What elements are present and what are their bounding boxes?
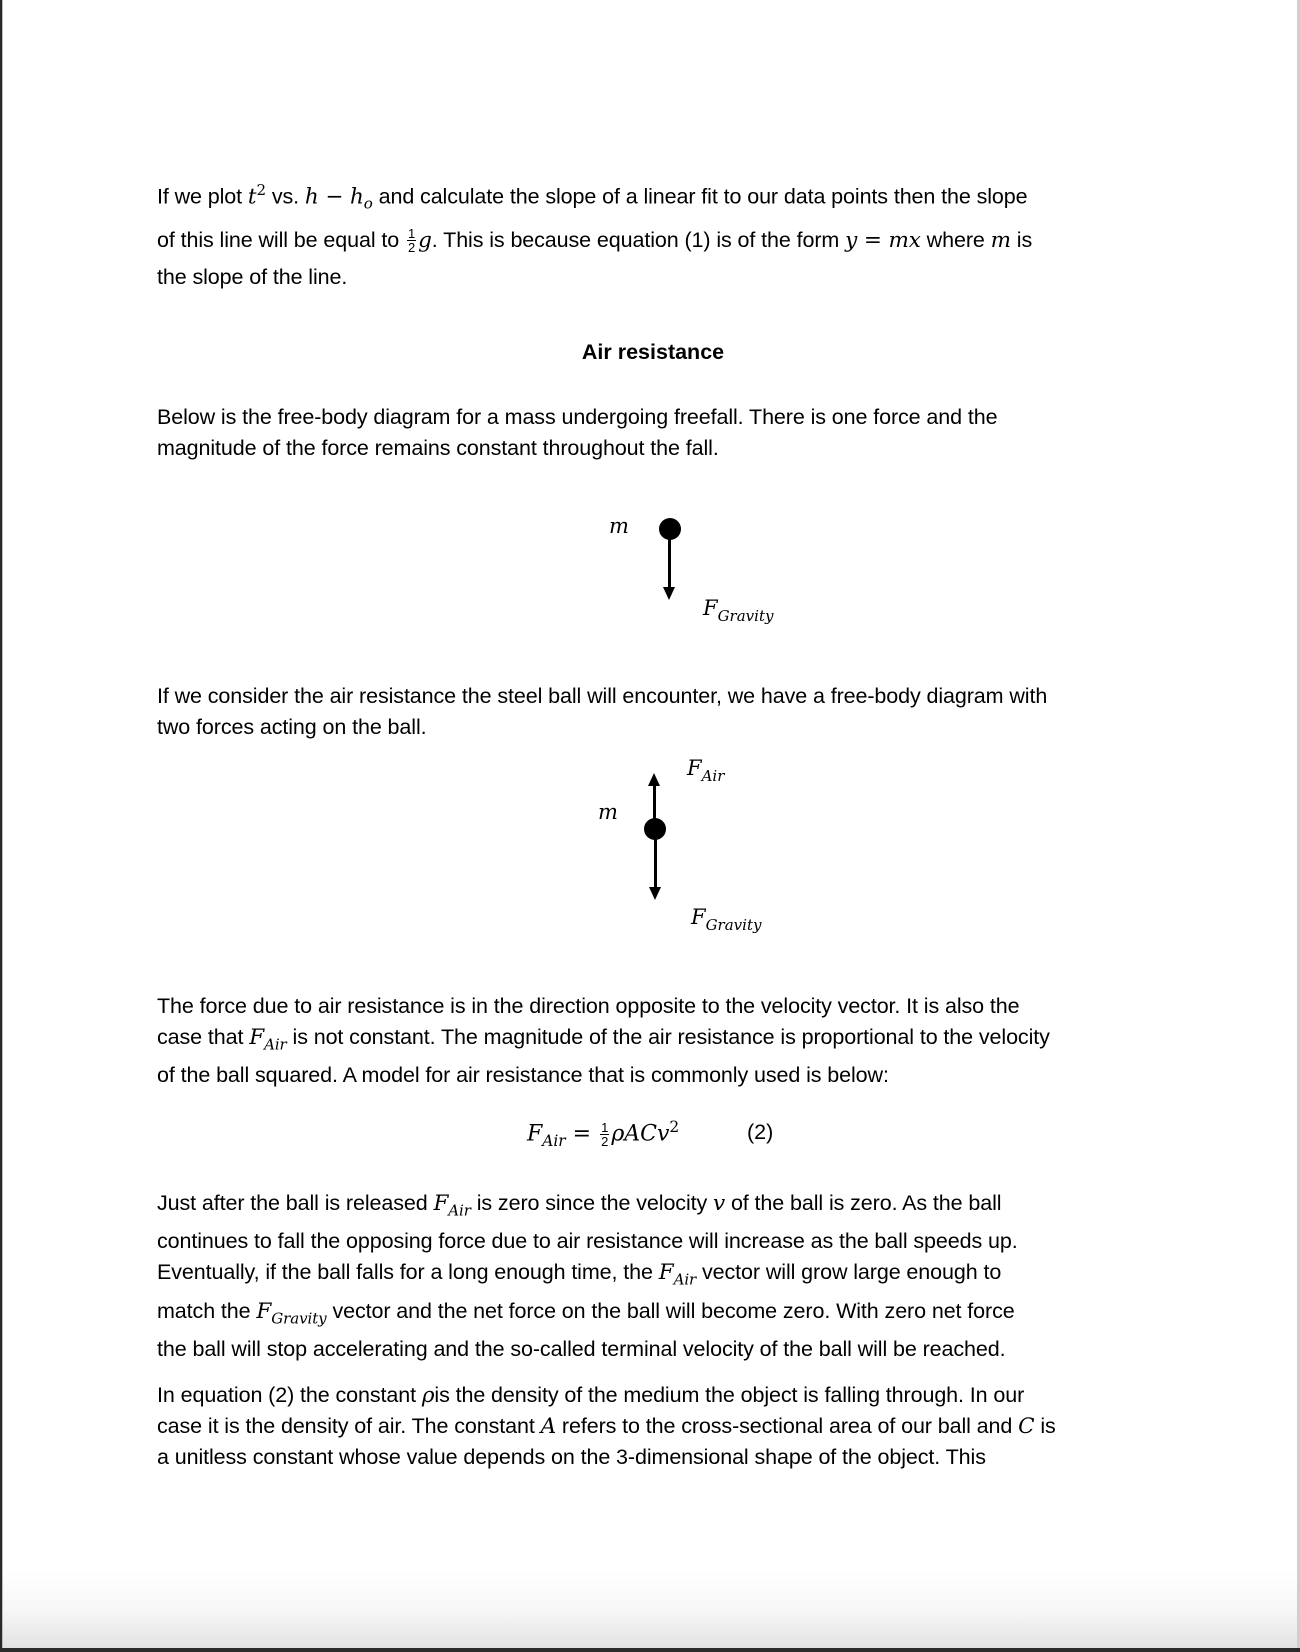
mass-label: m <box>609 514 629 538</box>
paragraph-terminal-velocity: Just after the ball is released $F_{Air}$ is zero since the velocity v of the ball is zero. As the ball continues to fall the opposing force due to air resistance will increase as the ball speeds up. Eventually, if the ball falls for a long enough time, the $F_{Air}$ vector will grow large enough to match the $F_{Gravity}$ vector and the net force on the ball will become zero. With zero net force the ball will stop accelerating and the so-called terminal velocity of the ball will be reached. <box>157 1191 1018 1361</box>
mass-label: m <box>598 800 618 824</box>
equation-number: (2) <box>747 1120 774 1144</box>
air-force-label: $F_{Air}$ <box>687 756 725 785</box>
fraction-half: $\frac{1}{2}$ <box>601 1120 609 1150</box>
gravity-force-label: $F_{Gravity}$ <box>703 596 774 625</box>
document-page <box>2 0 1300 1648</box>
arrow-down-icon <box>663 587 675 600</box>
gravity-arrow-shaft <box>668 530 671 588</box>
paragraph-constants: In equation (2) the constant ρis the density of the medium the object is falling through. In our case it is the density of air. The constant A refers to the cross-sectional area of our ball and C is a unitless constant whose value depends on the 3-dimensional shape of the object. This <box>157 1383 1056 1469</box>
paragraph-two-forces: If we consider the air resistance the steel ball will encounter, we have a free-body diagram with two forces acting on the ball. <box>157 684 1048 739</box>
equation-air-resistance: $F_{Air}$ = $\frac{1}{2}$ ρACv$^2$ <box>527 1118 680 1150</box>
arrow-down-icon <box>649 887 661 900</box>
line: of this line will be equal to $\frac{1}{2}$ g. This is because equation (1) is of the form y = mx where m is <box>157 226 1033 256</box>
paragraph-direction: The force due to air resistance is in the direction opposite to the velocity vector. It is also the case that $F_{Air}$ is not constant. The magnitude of the air resistance is proportional to the velocity of the ball squared. A model for air resistance that is commonly used is below: <box>157 994 1050 1088</box>
section-heading: Air resistance <box>581 340 725 364</box>
fraction-half: $\frac{1}{2}$ <box>407 226 416 256</box>
gravity-arrow-shaft <box>654 838 657 888</box>
ball-icon <box>644 818 666 840</box>
paragraph-slope <box>157 172 1157 295</box>
paragraph-freefall: Below is the free-body diagram for a mass undergoing freefall. There is one force and the magnitude of the force remains constant throughout the fall. <box>157 405 998 460</box>
line: the slope of the line. <box>157 264 348 289</box>
line: If we plot $t^2$ vs. $h - h_o$ and calculate the slope of a linear fit to our data points then the slope <box>157 181 1028 213</box>
gravity-force-label: $F_{Gravity}$ <box>691 905 762 934</box>
